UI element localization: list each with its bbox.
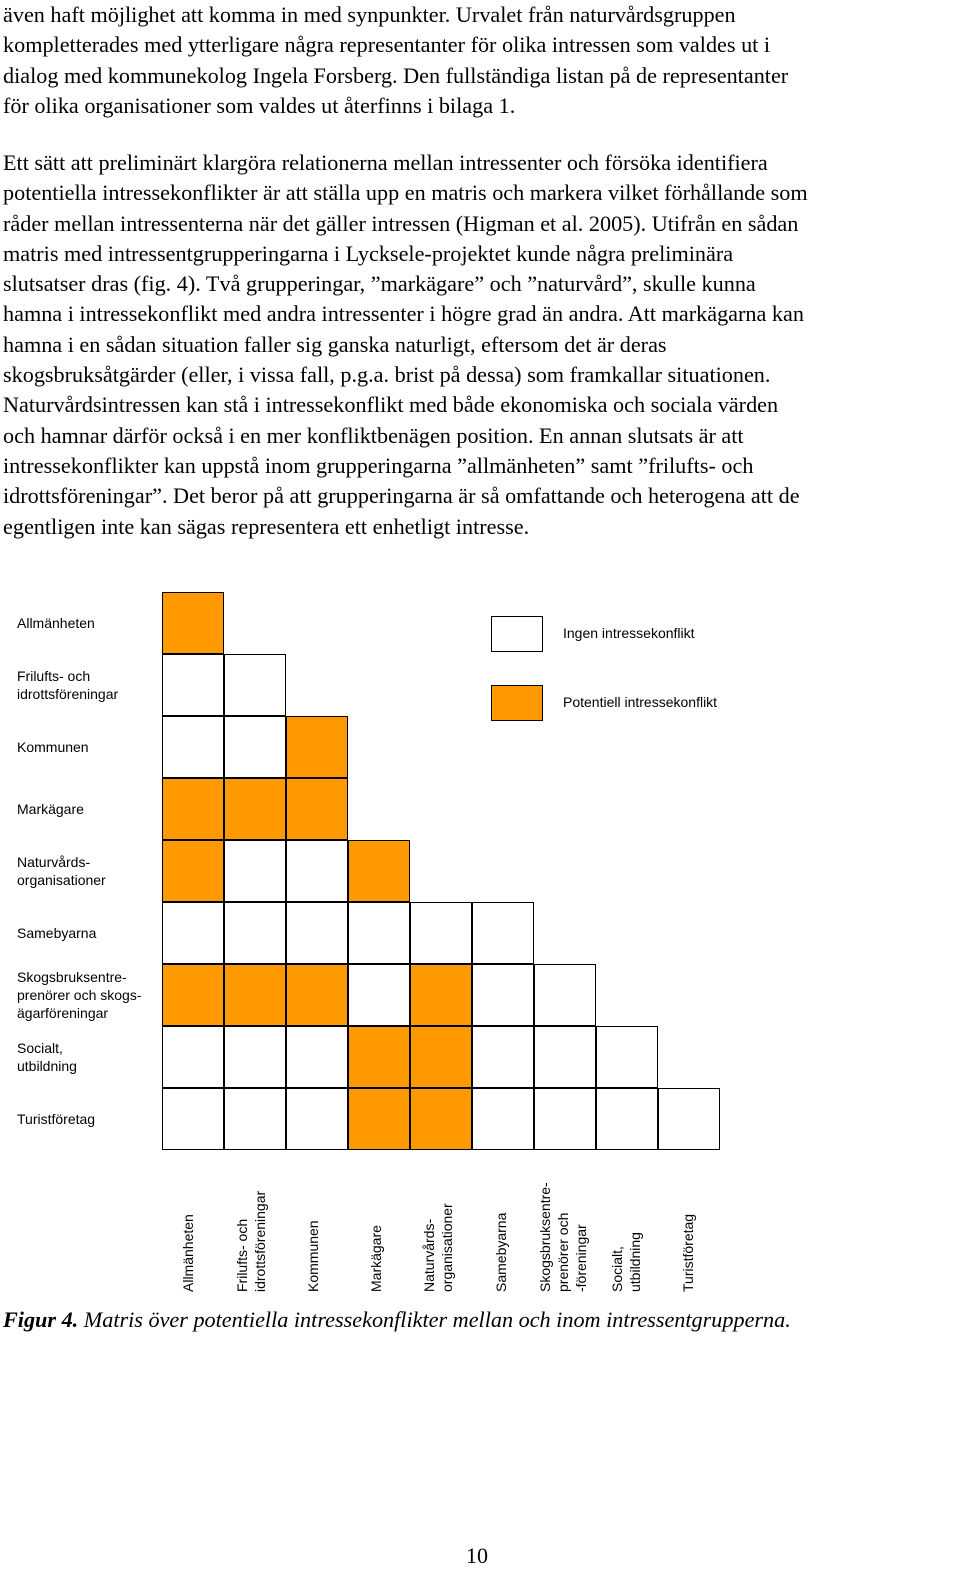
matrix-cell bbox=[534, 1026, 596, 1088]
legend-label-no-conflict: Ingen intressekonflikt bbox=[563, 625, 695, 641]
matrix-row-label: Socialt, utbildning bbox=[17, 1040, 77, 1074]
matrix-cell bbox=[658, 1088, 720, 1150]
legend-label-potential-conflict: Potentiell intressekonflikt bbox=[563, 694, 718, 710]
paragraph-line: för olika organisationer som valdes ut återfinns i bilaga 1. bbox=[3, 92, 516, 118]
matrix-row-label: Skogsbruksentre- prenörer och skogs- ägarföreningar bbox=[17, 969, 142, 1021]
paragraph-line: Naturvårdsintressen kan stå i intressekonflikt med både ekonomiska och sociala värden bbox=[3, 392, 779, 418]
paragraph-line: egentligen inte kan sägas representera ett enhetligt intresse. bbox=[3, 513, 530, 539]
matrix-cell bbox=[472, 902, 534, 964]
matrix-cell bbox=[286, 840, 348, 902]
paragraph-line: slutsatser dras (fig. 4). Två grupperingar, ”markägare” och ”naturvård”, skulle kunna bbox=[3, 271, 756, 297]
paragraph-line: matris med intressentgrupperingarna i Lycksele-projektet kunde några preliminära bbox=[3, 240, 734, 266]
matrix-cell bbox=[162, 1088, 224, 1150]
matrix-column-label: Naturvårds- organisationer bbox=[421, 1203, 455, 1292]
matrix-cell bbox=[596, 1026, 658, 1088]
matrix-row-label: Samebyarna bbox=[17, 925, 97, 941]
paragraph-line: även haft möjlighet att komma in med synpunkter. Urvalet från naturvårdsgruppen bbox=[3, 2, 736, 27]
matrix-cell bbox=[534, 1088, 596, 1150]
matrix-row-label: Markägare bbox=[17, 801, 84, 817]
matrix-cell bbox=[162, 716, 224, 778]
matrix-cell bbox=[224, 902, 286, 964]
paragraph-line: hamna i intressekonflikt med andra intressenter i högre grad än andra. Att markägarna kan bbox=[3, 301, 804, 327]
matrix-cell bbox=[286, 1088, 348, 1150]
matrix-cell bbox=[472, 1026, 534, 1088]
matrix-cell bbox=[348, 840, 410, 902]
matrix-cell bbox=[162, 964, 224, 1026]
matrix-cell bbox=[472, 1088, 534, 1150]
matrix-cell bbox=[410, 1088, 472, 1150]
matrix-cell bbox=[286, 778, 348, 840]
matrix-cell bbox=[224, 778, 286, 840]
matrix-cell bbox=[348, 902, 410, 964]
body-paragraph-1 bbox=[3, 0, 958, 121]
matrix-cell bbox=[410, 964, 472, 1026]
matrix-cell bbox=[286, 1026, 348, 1088]
figure-caption bbox=[3, 1305, 791, 1335]
matrix-cell bbox=[410, 1026, 472, 1088]
legend-swatch-potential-conflict bbox=[491, 685, 543, 721]
legend-swatch-no-conflict bbox=[491, 616, 543, 652]
matrix-column-label: Skogsbruksentre- prenörer och -föreningar bbox=[537, 1182, 589, 1292]
matrix-column-label: Socialt, utbildning bbox=[608, 1232, 643, 1292]
paragraph-line: dialog med kommunekolog Ingela Forsberg. Den fullständiga listan på de representanter bbox=[3, 62, 789, 88]
matrix-cell bbox=[472, 964, 534, 1026]
matrix-cell bbox=[224, 840, 286, 902]
matrix-cell bbox=[348, 1026, 410, 1088]
paragraph-line: potentiella intressekonflikter är att ställa upp en matris och markera vilket förhållande som bbox=[3, 180, 808, 206]
matrix-row-label: Kommunen bbox=[17, 739, 89, 755]
matrix-cell bbox=[348, 964, 410, 1026]
matrix-column-label: Allmänheten bbox=[180, 1214, 196, 1292]
matrix-column-label: Markägare bbox=[367, 1225, 384, 1292]
paragraph-line: Ett sätt att preliminärt klargöra relationerna mellan intressenter och försöka identifiera bbox=[3, 150, 768, 175]
matrix-cell bbox=[410, 902, 472, 964]
matrix-cell bbox=[286, 716, 348, 778]
body-paragraph-2 bbox=[3, 148, 958, 542]
paragraph-line: hamna i en sådan situation faller sig ganska naturligt, eftersom det är deras bbox=[3, 331, 667, 357]
matrix-column-label: Turistföretag bbox=[680, 1213, 696, 1292]
figure-caption-label: Figur 4. bbox=[3, 1307, 79, 1332]
matrix-cell bbox=[286, 964, 348, 1026]
matrix-cell bbox=[596, 1088, 658, 1150]
paragraph-line: skogsbruksåtgärder (eller, i vissa fall, p.g.a. brist på dessa) som framkallar situationen. bbox=[3, 362, 771, 388]
matrix-column-label: Frilufts- och idrottsföreningar bbox=[233, 1190, 268, 1292]
matrix-cell bbox=[162, 778, 224, 840]
matrix-cell bbox=[224, 964, 286, 1026]
matrix-row-label: Naturvårds- organisationer bbox=[17, 854, 106, 888]
matrix-cell bbox=[348, 1088, 410, 1150]
paragraph-line: och hamnar därför också i en mer konfliktbenägen position. En annan slutsats är att bbox=[3, 422, 744, 448]
page-number: 10 bbox=[466, 1543, 488, 1568]
paragraph-line: intressekonflikter kan uppstå inom grupperingarna ”allmänheten” samt ”frilufts- och bbox=[3, 452, 754, 478]
matrix-cell bbox=[286, 902, 348, 964]
matrix-cell bbox=[224, 1026, 286, 1088]
matrix-cell bbox=[224, 716, 286, 778]
matrix-cell bbox=[162, 592, 224, 654]
matrix-cell bbox=[224, 1088, 286, 1150]
matrix-column-label: Kommunen bbox=[305, 1220, 321, 1292]
matrix-cell bbox=[162, 840, 224, 902]
matrix-column-label: Samebyarna bbox=[492, 1212, 509, 1292]
matrix-row-label: Frilufts- och idrottsföreningar bbox=[17, 668, 119, 702]
paragraph-line: idrottsföreningar”. Det beror på att grupperingarna är så omfattande och heterogena att de bbox=[3, 483, 800, 509]
matrix-cell bbox=[162, 1026, 224, 1088]
matrix-cell bbox=[534, 964, 596, 1026]
matrix-cell bbox=[224, 654, 286, 716]
figure-caption-text: Matris över potentiella intressekonflikter mellan och inom intressentgrupperna. bbox=[78, 1307, 791, 1332]
matrix-cell bbox=[162, 902, 224, 964]
paragraph-line: kompletterades med ytterligare några representanter för olika intressen som valdes ut i bbox=[3, 32, 771, 58]
matrix-row-label: Allmänheten bbox=[17, 615, 95, 631]
matrix-cell bbox=[162, 654, 224, 716]
paragraph-line: råder mellan intressenterna när det gäller intressen (Higman et al. 2005). Utifrån en sådan bbox=[3, 210, 799, 236]
matrix-row-label: Turistföretag bbox=[17, 1111, 96, 1127]
